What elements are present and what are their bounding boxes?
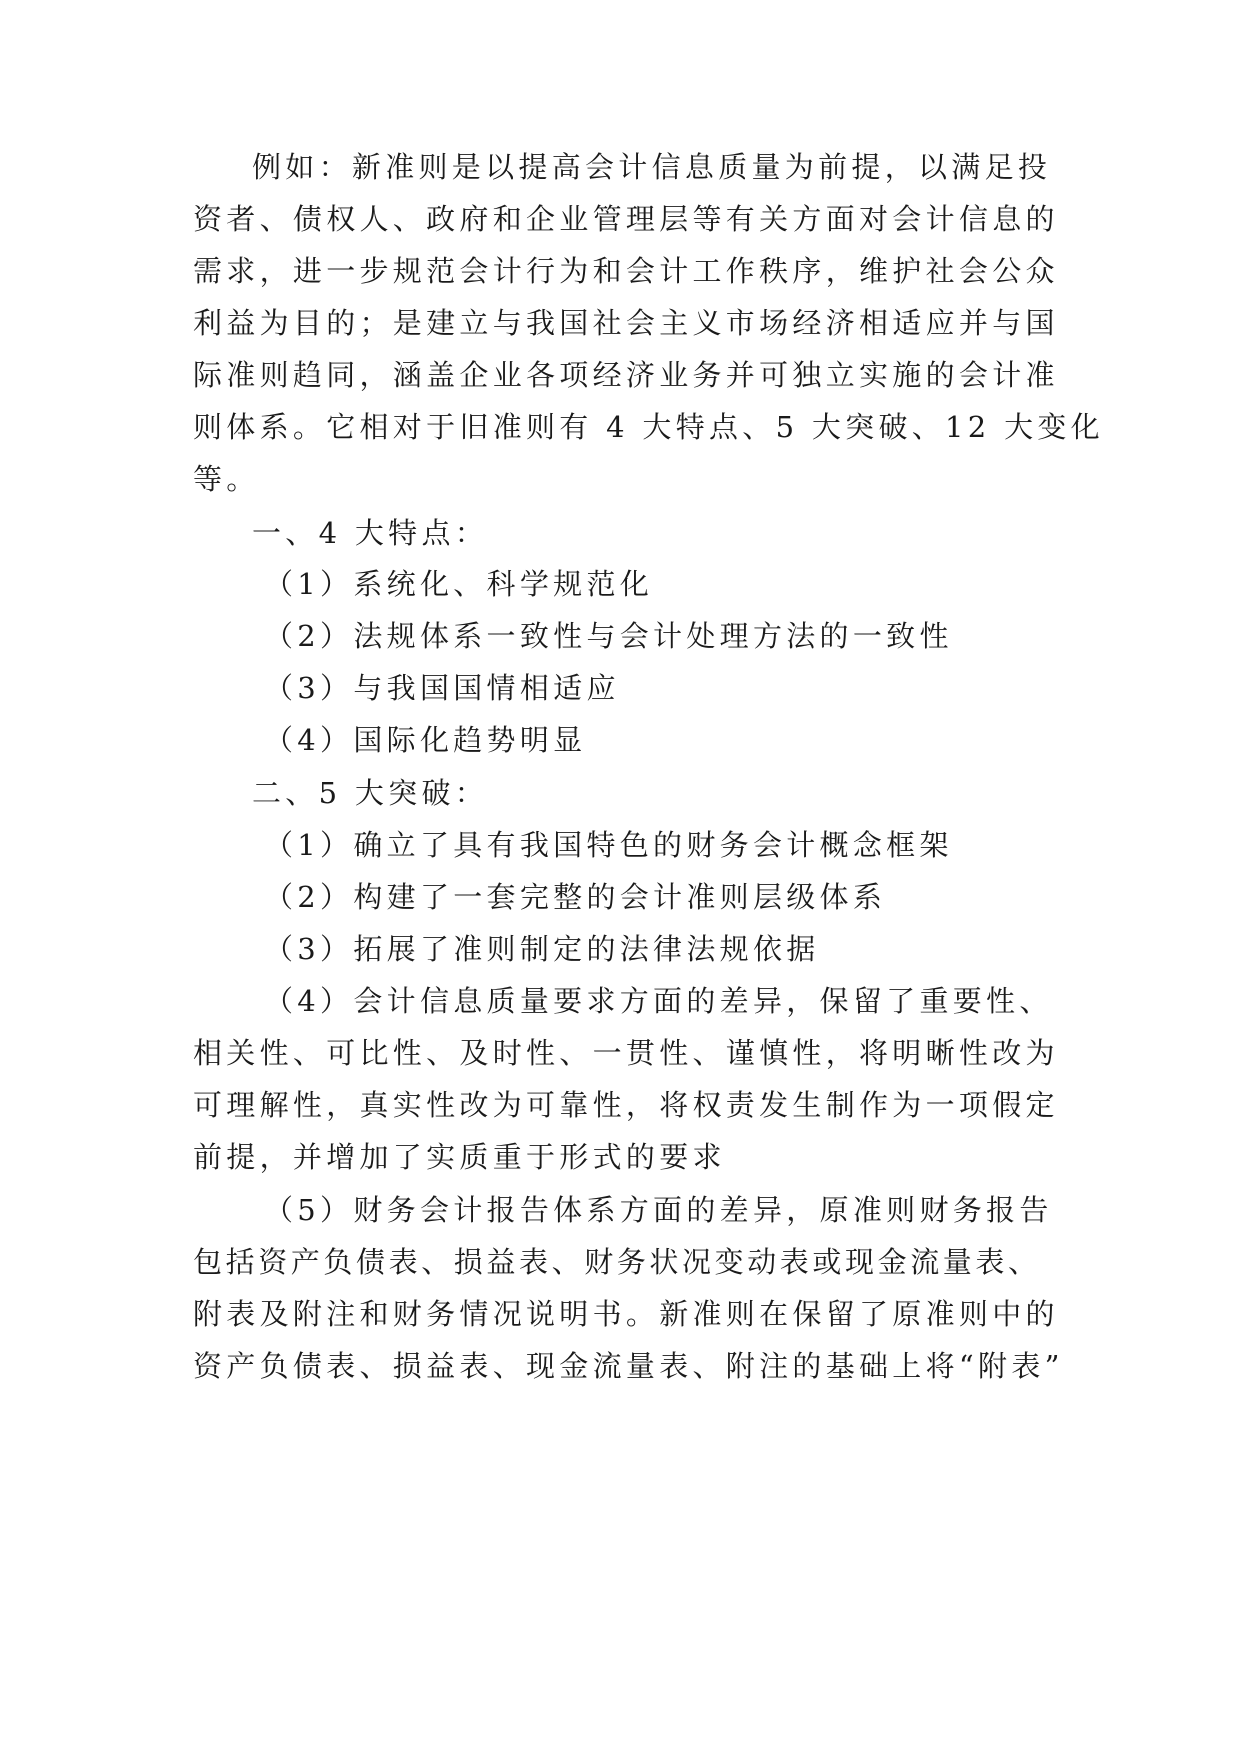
section-heading-breakthroughs: 二、5 大突破： <box>252 776 489 810</box>
breakthrough-item-4-line-1: （4）会计信息质量要求方面的差异，保留了重要性、 <box>264 984 1053 1018</box>
paragraph-intro-line-2: 资者、债权人、政府和企业管理层等有关方面对会计信息的 <box>193 202 1059 236</box>
breakthrough-item-4-line-2: 相关性、可比性、及时性、一贯性、谨慎性，将明晰性改为 <box>193 1036 1059 1070</box>
breakthrough-item-5-line-2: 包括资产负债表、损益表、财务状况变动表或现金流量表、 <box>193 1245 1041 1279</box>
breakthrough-item-2: （2）构建了一套完整的会计准则层级体系 <box>264 880 887 914</box>
paragraph-intro-line-6: 则体系。它相对于旧准则有 4 大特点、5 大突破、12 大变化 <box>193 410 1104 444</box>
paragraph-intro-line-4: 利益为目的；是建立与我国社会主义市场经济相适应并与国 <box>193 306 1059 340</box>
paragraph-intro-line-3: 需求，进一步规范会计行为和会计工作秩序，维护社会公众 <box>193 254 1059 288</box>
breakthrough-item-4-line-3: 可理解性，真实性改为可靠性，将权责发生制作为一项假定 <box>193 1088 1059 1122</box>
breakthrough-item-1: （1）确立了具有我国特色的财务会计概念框架 <box>264 828 953 862</box>
paragraph-intro-line-5: 际准则趋同，涵盖企业各项经济业务并可独立实施的会计准 <box>193 358 1059 392</box>
breakthrough-item-4-line-4: 前提，并增加了实质重于形式的要求 <box>193 1140 726 1174</box>
feature-item-3: （3）与我国国情相适应 <box>264 671 620 705</box>
breakthrough-item-5-line-3: 附表及附注和财务情况说明书。新准则在保留了原准则中的 <box>193 1297 1059 1331</box>
paragraph-intro-line-7: 等。 <box>193 462 260 496</box>
breakthrough-item-5-line-1: （5）财务会计报告体系方面的差异，原准则财务报告 <box>264 1193 1053 1227</box>
feature-item-4: （4）国际化趋势明显 <box>264 723 587 757</box>
breakthrough-item-5-line-4: 资产负债表、损益表、现金流量表、附注的基础上将“附表” <box>193 1349 1064 1383</box>
feature-item-2: （2）法规体系一致性与会计处理方法的一致性 <box>264 619 953 653</box>
paragraph-intro-line-1: 例如：新准则是以提高会计信息质量为前提，以满足投 <box>252 150 1052 184</box>
section-heading-features: 一、4 大特点： <box>252 516 489 550</box>
breakthrough-item-3: （3）拓展了准则制定的法律法规依据 <box>264 932 820 966</box>
feature-item-1: （1）系统化、科学规范化 <box>264 567 654 601</box>
